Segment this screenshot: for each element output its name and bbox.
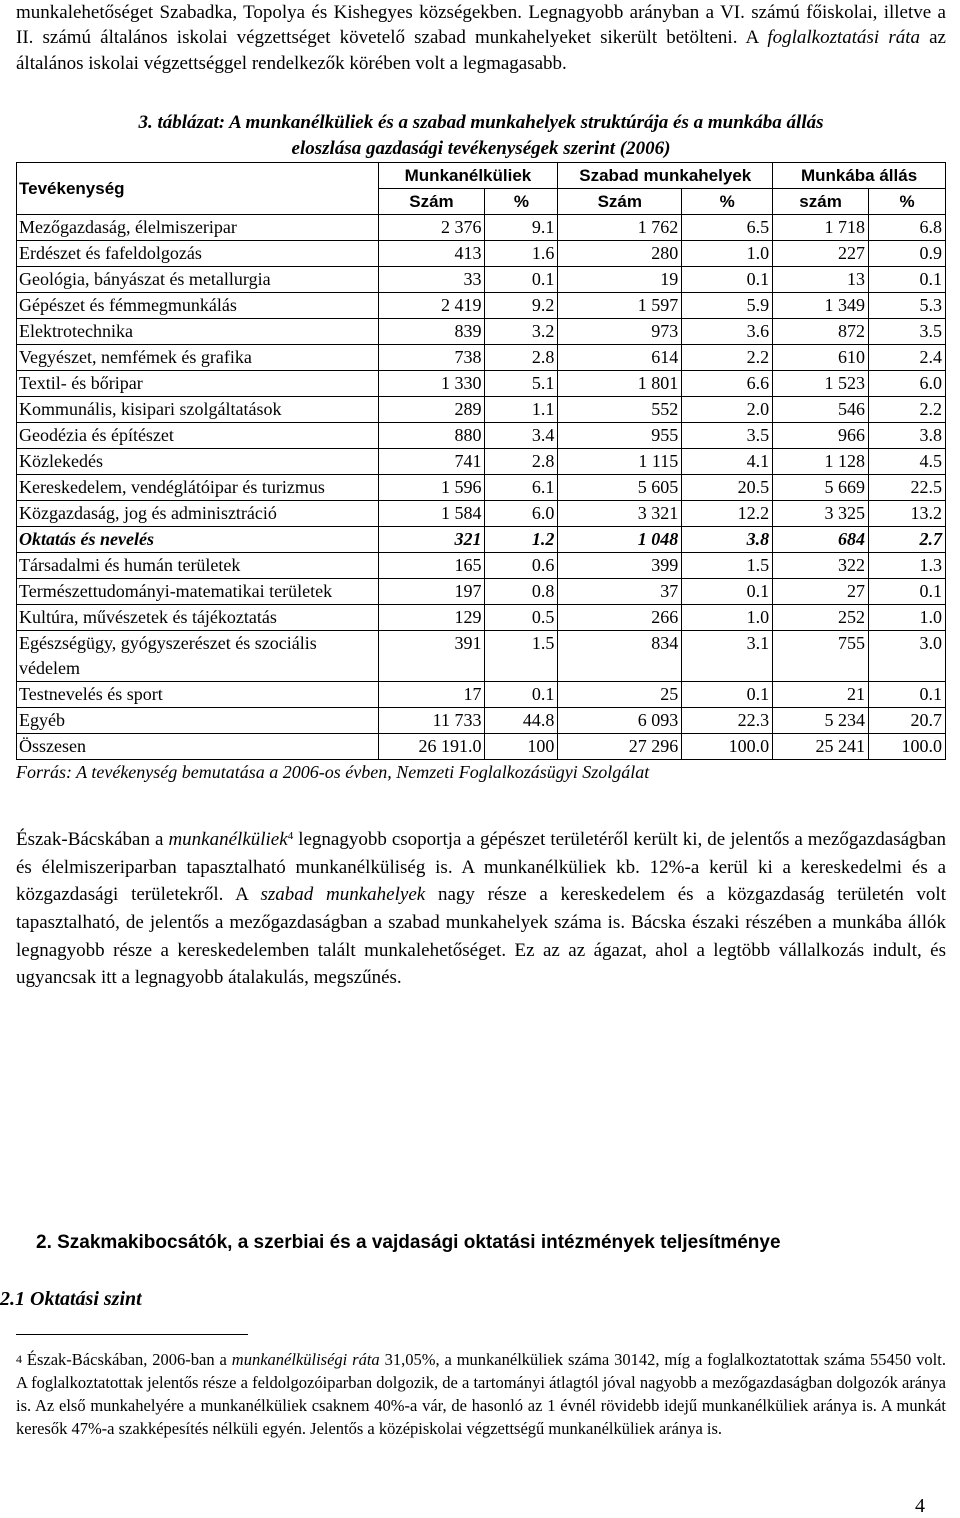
count-cell: 3 321 [558,501,682,527]
percent-cell: 6.0 [869,371,946,397]
table-row [17,501,946,527]
count-cell: 1 718 [773,215,869,241]
count-cell: 27 [773,579,869,605]
percent-cell: 1.3 [869,553,946,579]
count-cell: 33 [378,267,485,293]
para-text-3: nagy része a kereskedelem és a közgazdaság területén volt tapasztalható, de jelentős a mezőgazdaságban a szabad munkahelyek száma is. Bácska északi részében a munkába állók legnagyobb része a kereskedelemben talált munkalehetőséget. Ez az az ágazat, ahol a legtöbb vállalkozás indult, és ugyancsak itt a legnagyobb átalakulás, megszűnés. [16,884,946,989]
section-heading: 2. Szakmakibocsátók, a szerbiai és a vajdasági oktatási intézmények teljesítménye [36,1232,781,1253]
percent-cell: 100 [485,734,558,760]
count-cell: 21 [773,682,869,708]
percent-cell: 12.2 [682,501,773,527]
count-cell: 1 596 [378,475,485,501]
activity-cell: Mezőgazdaság, élelmiszeripar [17,215,379,241]
data-table [16,162,946,760]
footnote-italic-term: munkanélküliségi ráta [231,1350,380,1369]
percent-cell: 2.8 [485,449,558,475]
header-vacancies: Szabad munkahelyek [558,163,773,189]
count-cell: 973 [558,319,682,345]
percent-cell: 1.0 [869,605,946,631]
subheader-percent: % [869,189,946,215]
table-row [17,371,946,397]
count-cell: 5 669 [773,475,869,501]
intro-text-2: az általános iskolai végzettséggel rendelkezők körében volt a legmagasabb. [16,27,946,74]
percent-cell: 1.5 [682,553,773,579]
percent-cell: 0.1 [869,267,946,293]
count-cell: 413 [378,241,485,267]
table-caption-line-2: eloszlása gazdasági tevékenységek szerint (2006) [291,138,671,160]
count-cell: 1 597 [558,293,682,319]
count-cell: 266 [558,605,682,631]
percent-cell: 6.8 [869,215,946,241]
count-cell: 1 584 [378,501,485,527]
count-cell: 684 [773,527,869,553]
subheader-count: Szám [558,189,682,215]
percent-cell: 4.5 [869,449,946,475]
percent-cell: 0.9 [869,241,946,267]
activity-cell: Geológia, bányászat és metallurgia [17,267,379,293]
percent-cell: 2.2 [869,397,946,423]
count-cell: 1 115 [558,449,682,475]
percent-cell: 0.1 [869,579,946,605]
activity-cell: Vegyészet, nemfémek és grafika [17,345,379,371]
percent-cell: 1.2 [485,527,558,553]
percent-cell: 0.1 [682,682,773,708]
percent-cell: 0.1 [485,267,558,293]
subheader-percent: % [682,189,773,215]
table-row [17,319,946,345]
percent-cell: 1.0 [682,241,773,267]
para-text-1: Észak-Bácskában a [16,829,169,851]
activity-cell: Kultúra, művészetek és tájékoztatás [17,605,379,631]
intro-text-1: munkalehetőséget Szabadka, Topolya és Kishegyes községekben. Legnagyobb arányban a VI. számú főiskolai, illetve a II. számú általános iskolai végzettséget követelő szabad munkahelyeket sikerült betölteni. A [16,2,946,49]
percent-cell: 0.1 [869,682,946,708]
activity-cell: Gépészet és fémmegmunkálás [17,293,379,319]
table-row [17,682,946,708]
percent-cell: 2.0 [682,397,773,423]
percent-cell: 100.0 [869,734,946,760]
percent-cell: 3.2 [485,319,558,345]
header-activity: Tevékenység [17,163,379,215]
intro-italic-term: foglalkoztatási ráta [767,27,920,49]
percent-cell: 9.2 [485,293,558,319]
percent-cell: 3.8 [682,527,773,553]
table-row [17,449,946,475]
count-cell: 955 [558,423,682,449]
activity-cell: Textil- és bőripar [17,371,379,397]
table-row [17,708,946,734]
count-cell: 1 128 [773,449,869,475]
page-number: 4 [915,1495,925,1517]
count-cell: 2 376 [378,215,485,241]
footnote [16,1348,946,1440]
table-row [17,241,946,267]
table-row [17,527,946,553]
table-row [17,293,946,319]
count-cell: 872 [773,319,869,345]
activity-cell: Egészségügy, gyógyszerészet és szociális védelem [17,631,379,682]
percent-cell: 3.8 [869,423,946,449]
table-caption [16,110,946,162]
count-cell: 5 605 [558,475,682,501]
activity-cell: Összesen [17,734,379,760]
subheader-percent: % [485,189,558,215]
percent-cell: 2.8 [485,345,558,371]
count-cell: 552 [558,397,682,423]
count-cell: 37 [558,579,682,605]
count-cell: 834 [558,631,682,682]
count-cell: 610 [773,345,869,371]
header-employment: Munkába állás [773,163,946,189]
table-row [17,397,946,423]
count-cell: 966 [773,423,869,449]
table-row [17,734,946,760]
percent-cell: 2.4 [869,345,946,371]
percent-cell: 1.5 [485,631,558,682]
count-cell: 1 349 [773,293,869,319]
percent-cell: 0.6 [485,553,558,579]
count-cell: 165 [378,553,485,579]
footnote-reference: 4 [287,830,294,843]
count-cell: 11 733 [378,708,485,734]
activity-cell: Kereskedelem, vendéglátóipar és turizmus [17,475,379,501]
table-row [17,605,946,631]
header-unemployed: Munkanélküliek [378,163,558,189]
count-cell: 25 241 [773,734,869,760]
count-cell: 13 [773,267,869,293]
footnote-divider [16,1334,248,1335]
count-cell: 26 191.0 [378,734,485,760]
activity-cell: Közgazdaság, jog és adminisztráció [17,501,379,527]
count-cell: 2 419 [378,293,485,319]
count-cell: 546 [773,397,869,423]
count-cell: 1 801 [558,371,682,397]
activity-cell: Testnevelés és sport [17,682,379,708]
count-cell: 17 [378,682,485,708]
count-cell: 280 [558,241,682,267]
activity-cell: Természettudományi-matematikai területek [17,579,379,605]
count-cell: 755 [773,631,869,682]
subsection-heading: 2.1 Oktatási szint [0,1288,142,1310]
count-cell: 227 [773,241,869,267]
percent-cell: 100.0 [682,734,773,760]
count-cell: 880 [378,423,485,449]
percent-cell: 13.2 [869,501,946,527]
percent-cell: 5.9 [682,293,773,319]
para-italic-unemployed: munkanélküliek [168,829,288,851]
percent-cell: 5.3 [869,293,946,319]
table-caption-line-1: 3. táblázat: A munkanélküliek és a szabad munkahelyek struktúrája és a munkába állás [138,112,824,134]
count-cell: 321 [378,527,485,553]
count-cell: 738 [378,345,485,371]
count-cell: 839 [378,319,485,345]
percent-cell: 44.8 [485,708,558,734]
percent-cell: 6.6 [682,371,773,397]
count-cell: 252 [773,605,869,631]
para-text-2: legnagyobb csoportja a gépészet területéről került ki, de jelentős a mezőgazdaságban és élelmiszeriparban tapasztalható munkanélküliség is. A munkanélküliek kb. 12%-a kerül ki a kereskedelmi és a közgazdasági területekről. A [16,829,946,906]
count-cell: 399 [558,553,682,579]
body-paragraph [16,826,946,992]
activity-cell: Kommunális, kisipari szolgáltatások [17,397,379,423]
count-cell: 3 325 [773,501,869,527]
percent-cell: 22.3 [682,708,773,734]
count-cell: 614 [558,345,682,371]
percent-cell: 3.0 [869,631,946,682]
table-body [17,215,946,760]
activity-cell: Geodézia és építészet [17,423,379,449]
subheader-count: szám [773,189,869,215]
percent-cell: 0.5 [485,605,558,631]
percent-cell: 9.1 [485,215,558,241]
activity-cell: Oktatás és nevelés [17,527,379,553]
percent-cell: 6.0 [485,501,558,527]
activity-cell: Társadalmi és humán területek [17,553,379,579]
footnote-text-1: Észak-Bácskában, 2006-ban a [22,1350,232,1369]
percent-cell: 1.6 [485,241,558,267]
document-page [16,0,946,992]
percent-cell: 3.1 [682,631,773,682]
table-row [17,579,946,605]
table-row [17,267,946,293]
footnote-number: 4 [16,1352,22,1366]
percent-cell: 2.7 [869,527,946,553]
percent-cell: 3.6 [682,319,773,345]
activity-cell: Egyéb [17,708,379,734]
count-cell: 1 523 [773,371,869,397]
activity-cell: Közlekedés [17,449,379,475]
percent-cell: 1.0 [682,605,773,631]
percent-cell: 2.2 [682,345,773,371]
count-cell: 6 093 [558,708,682,734]
count-cell: 19 [558,267,682,293]
count-cell: 1 048 [558,527,682,553]
percent-cell: 1.1 [485,397,558,423]
table-row [17,475,946,501]
activity-cell: Erdészet és fafeldolgozás [17,241,379,267]
count-cell: 25 [558,682,682,708]
count-cell: 27 296 [558,734,682,760]
footnote-text-2: 31,05%, a munkanélküliek száma 30142, míg a foglalkoztatottak száma 55450 volt. A foglalkoztatottak jelentős része a feldolgozóiparban dolgozik, de a tartományi átlagtól jóval nagyobb a mezőgazdaságban dolgozók aránya is. Az első munkahelyére a munkanélküliek csaknem 40%-a vár, de hasonló az 1 évnél rövidebb idejű munkanélküliek aránya is. A munkát keresők 47%-a szakképesítés nélküli egyén. Jelentős a középiskolai végzettségű munkanélküliek aránya is. [16,1350,946,1438]
percent-cell: 0.8 [485,579,558,605]
percent-cell: 6.5 [682,215,773,241]
table-row [17,631,946,682]
percent-cell: 3.5 [869,319,946,345]
percent-cell: 0.1 [682,579,773,605]
percent-cell: 0.1 [682,267,773,293]
count-cell: 197 [378,579,485,605]
percent-cell: 22.5 [869,475,946,501]
table-row [17,345,946,371]
count-cell: 129 [378,605,485,631]
table-row [17,215,946,241]
table-source: Forrás: A tevékenység bemutatása a 2006-os évben, Nemzeti Foglalkozásügyi Szolgálat [16,762,650,783]
table-row [17,423,946,449]
count-cell: 1 762 [558,215,682,241]
intro-paragraph [16,0,946,76]
percent-cell: 20.7 [869,708,946,734]
subheader-count: Szám [378,189,485,215]
para-italic-vacancies: szabad munkahelyek [260,884,426,906]
percent-cell: 20.5 [682,475,773,501]
percent-cell: 6.1 [485,475,558,501]
percent-cell: 5.1 [485,371,558,397]
count-cell: 289 [378,397,485,423]
percent-cell: 0.1 [485,682,558,708]
percent-cell: 4.1 [682,449,773,475]
percent-cell: 3.5 [682,423,773,449]
activity-cell: Elektrotechnika [17,319,379,345]
count-cell: 391 [378,631,485,682]
count-cell: 5 234 [773,708,869,734]
percent-cell: 3.4 [485,423,558,449]
table-row [17,553,946,579]
count-cell: 1 330 [378,371,485,397]
count-cell: 741 [378,449,485,475]
count-cell: 322 [773,553,869,579]
